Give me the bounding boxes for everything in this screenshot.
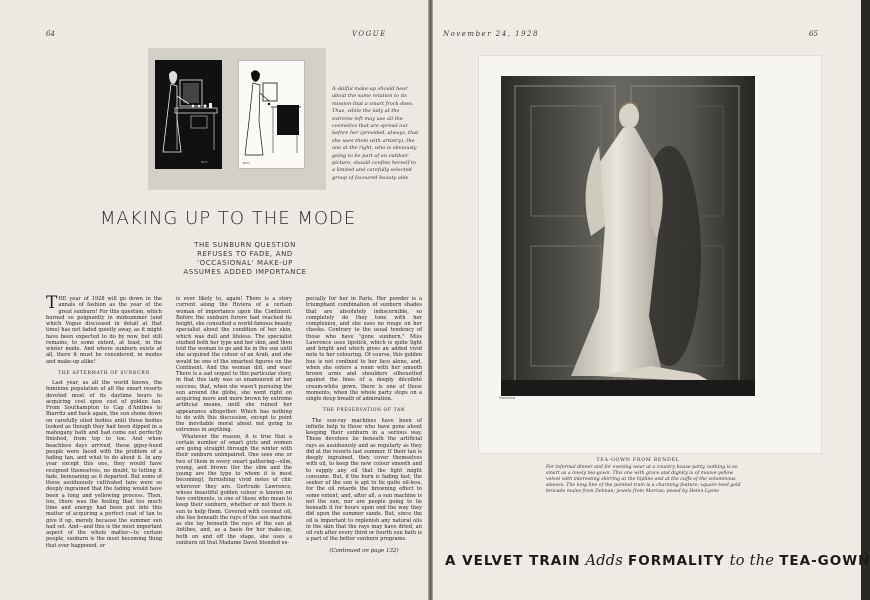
photo-credit: Steichen bbox=[499, 396, 515, 400]
right-page bbox=[433, 0, 870, 600]
illustration-card bbox=[148, 48, 326, 190]
article-column-1 bbox=[46, 293, 162, 549]
section-heading: THE AFTERMATH OF SUNBURN bbox=[58, 370, 150, 376]
paragraph: Whatever the reason, it is true that a certain number of smart girls and women are going straight through the winter with their sunburn unimpaired. One sees one or two of them in every smart gathering—slim, young, and brown (for the slim and the young are the type to whom it is most becoming), furnishing vivid notes of chic wherever they are. Gertrude Lawrence, whose beautiful golden colour is known on two continents, is one of those who mean to keep their sunburn, whether or not there is sun to help them. Covered with coconut oil, she lies beneath the rays of the sun machine as she lay beneath the rays of the sun at Antibes, and, as a basis for her make-up, both on and off the stage, she uses a sunburn oil that Madame Davel blended es- bbox=[176, 433, 292, 546]
page-number-left: 64 bbox=[46, 30, 55, 38]
left-page bbox=[0, 0, 428, 600]
photo-image bbox=[501, 76, 755, 396]
continued-note: (Continued on page 132) bbox=[329, 547, 399, 554]
article-column-2 bbox=[176, 296, 292, 546]
headline-part: FORMALITY bbox=[628, 553, 725, 569]
photo-caption: For informal dinner and for evening wear at a country house-party, nothing is so smart as a lovely tea-gown. This one with grace and dignity is of mauve-yellow velvet with interesting shirring at the hipline and at the cuffs of the voluminous sleeves. The long line of the pointed train is a charming feature; square-toed gold brocade mules from Delman; jewels from Marcus; posed by Helen Lyons bbox=[546, 465, 741, 495]
page-headline: MAKING UP TO THE MODE bbox=[100, 208, 357, 229]
side-caption: A skilful make-up should bear about the same relation to its mission that a smart frock does. Thus, while the lady at the extreme left may use all the cosmetics that are spread out before her (provided, always, that she uses them with artistry), the one at the right, who is obviously going to be part of an outdoor picture, should confine herself to a limited and carefully selected group of favoured beauty aids bbox=[332, 86, 419, 181]
paragraph: pecially for her in Paris. Her powder is a triumphant combination of sunburn shades that are absolutely indiscernible, so completely do they tone with her complexion, and she uses no rouge on her cheeks. Contrary to the usual tendency of those who have "gone sunburn," Miss Lawrence uses lipstick, which is quite light and bright and which gives an added vivid note to her colouring. Of course, this golden hue is not confined to her face alone, and, when she enters a room with her smooth brown arms and shoulders silhouetted against the lines of a deeply décolleté cream-white gown, there is one of those moments, when the whole party stops on a single deep breath of admiration. bbox=[306, 296, 422, 402]
masthead: VOGUE bbox=[352, 30, 387, 38]
article-column-3 bbox=[306, 296, 422, 554]
illustration-dressing-table-light bbox=[238, 60, 305, 169]
paragraph: The sun-ray machines have been of infinite help to those who have gone about keeping their sunburn in a serious way. These devotees lie beneath the artificial rays as assiduously and as regularly as they did at the resorts last summer. If their tan is deeply ingrained, they cover themselves with oil, to keep the new colour smooth and to supply any oil that the light might consume. But, if the burn is fading fast, the seeker of the sun is apt to lie quite oil-less, for the oil retards the browning effect to some extent, and, after all, a sun machine is not the sun, nor are people going to lie beneath it for hours upon end the way they did upon the summer sands. But, since the oil is important to replenish any natural oils in the skin that the rays may have dried, an oil rub after every third or fourth sun bath is a part of the better sunburn programs. bbox=[306, 417, 422, 543]
headline-part: A VELVET TRAIN bbox=[445, 553, 581, 569]
paragraph: HE year of 1928 will go down in the annals of fashion as the year of the great sunburn! For this question, which burned so poignantly in midsummer (and which Vogue discussed in detail at that time) has not faded quietly away, as it might have been expected to do by now, but still remains, to some extent, at least, in the winter mode. And where sunburn exists at all, there it must be considered, in modes and make-up alike! bbox=[46, 296, 162, 365]
headline-part: Adds bbox=[585, 553, 624, 569]
page-number-right: 65 bbox=[809, 30, 818, 38]
issue-date: November 24, 1928 bbox=[443, 30, 539, 38]
headline-part: to the bbox=[729, 553, 775, 569]
headline-part: TEA-GOWN bbox=[779, 553, 870, 569]
illustration-signature: BPN bbox=[243, 161, 250, 165]
illustration-dressing-table-dark bbox=[155, 60, 222, 169]
drop-cap: T bbox=[46, 293, 58, 313]
gown-headline bbox=[445, 553, 870, 569]
subheadline: THE SUNBURN QUESTION REFUSES TO FADE, AND 'OCCASIONAL' MAKE-UP ASSUMES ADDED IMPORTANCE bbox=[183, 241, 307, 276]
paragraph: is ever likely to, again! There is a story current along the Riviera of a certain woman of importance upon the Continent. Before the sunburn furore had reached its height, she consulted a world-famous beauty specialist about the condition of her skin, which was dull and lifeless. The specialist studied both her type and her skin, and then told the woman to go and lie in the sun until she acquired the colour of an Arab, and she would be one of the smartest figures on the Continent. And the woman did, and was! There is a sad sequel to this particular story, in that this lady was so enamoured of her success, that, when she wasn't pursuing the sun around the globe, she went right on acquiring more and more brown by extreme artificial means, until she ruined her appearance altogether. Which has nothing to do with this discussion, except to point the inevitable moral about not going to extremes in anything. bbox=[176, 296, 292, 434]
paragraph: Last year, as all the world knows, the feminine population of all the smart resorts devoted most of its daytime hours to acquiring cost upon cost of golden tan. From Southampton to Cap d'Antibes to Biarritz and back again, the sun shone down on carefully oiled bodies until those bodies looked as though they had been dipped in a mahogany bath and had come out perfectly finished, from top to toe. And when beachless days arrived, these gipsy-hued people were faced with the problem of a fading tan, and what to do about it. In any year except this one, they would have resigned themselves, no doubt, to letting it fade, bemoaning as it departed. But some of these assiduously cultivated tans were so deeply ingrained that the fading would have been a long and yellowing process. Then, too, there was the feeling that too much time and energy had been put into this matter of acquiring a perfect coat of tan to give it up, merely because the summer sun had set. And—and this is the most important aspect of the whole matter—to certain people, sunburn is the most becoming thing that ever happened, or bbox=[46, 380, 162, 549]
illustration-signature: BPN bbox=[201, 160, 208, 164]
fashion-photograph bbox=[478, 55, 822, 454]
section-heading: THE PRESERVATION OF TAN bbox=[322, 408, 406, 414]
caption-title: TEA-GOWN FROM BENDEL bbox=[596, 458, 680, 463]
